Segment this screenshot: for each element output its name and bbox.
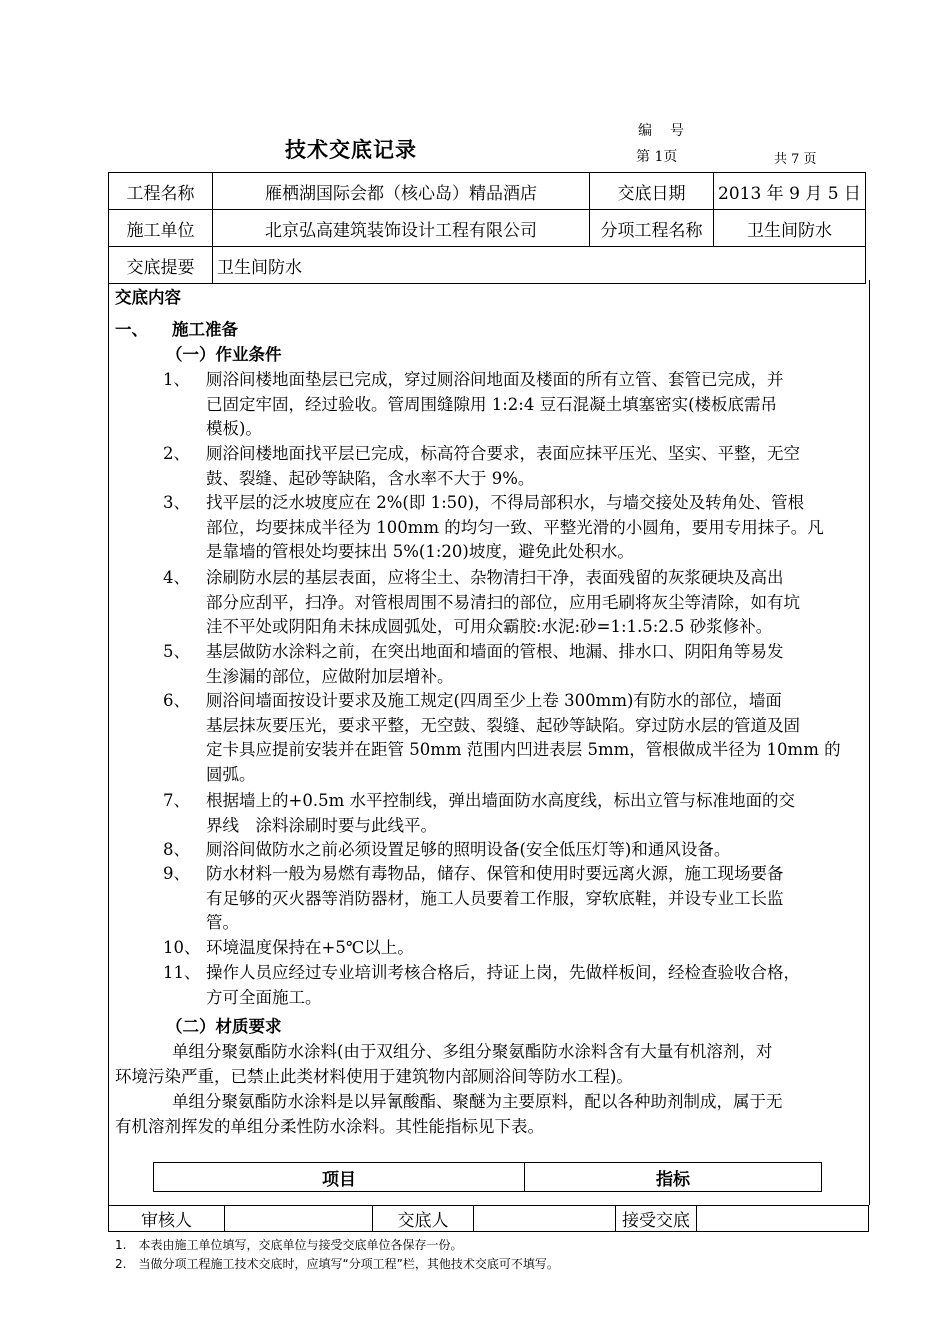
date-value: 2013 年 9 月 5 日: [714, 173, 866, 210]
summary-value: 卫生间防水: [213, 247, 866, 284]
list-item-number: 5、: [163, 642, 190, 661]
list-item-number: 9、: [163, 864, 190, 883]
discloser-field[interactable]: [474, 1206, 616, 1232]
receiver-field[interactable]: [697, 1206, 869, 1232]
sub-project-label: 分项工程名称: [590, 210, 714, 247]
list-item-line: 界线 涂料涂刷时要与此线平。: [206, 815, 437, 835]
page-number: 第 1页: [636, 149, 678, 165]
unit-value: 北京弘高建筑装饰设计工程有限公司: [213, 210, 590, 247]
sub1-title: （一）作业条件: [166, 345, 282, 364]
para2-line2: 有机溶剂挥发的单组分柔性防水涂料。其性能指标见下表。: [115, 1117, 544, 1136]
list-item-number: 10、: [163, 938, 201, 957]
list-item-number: 1、: [163, 370, 190, 389]
list-item-number: 4、: [163, 568, 190, 587]
project-name: 雁栖湖国际会都（核心岛）精品酒店: [213, 173, 590, 210]
unit-label: 施工单位: [109, 210, 213, 247]
list-item-line: 模板)。: [206, 419, 262, 438]
date-label: 交底日期: [590, 173, 714, 210]
info-table: [108, 172, 866, 284]
list-item-line: 鼓、裂缝、起砂等缺陷，含水率不大于 9%。: [206, 468, 535, 488]
list-item-number: 6、: [163, 691, 190, 710]
list-item-line: 有足够的灭火器等消防器材，施工人员要着工作服，穿软底鞋，并设专业工长监: [206, 888, 784, 908]
list-item-line: 厕浴间楼地面找平层已完成，标高符合要求，表面应抹平压光、坚实、平整，无空: [206, 444, 800, 463]
summary-label: 交底提要: [109, 247, 213, 284]
section1-number: 一、: [115, 320, 148, 339]
biaohao-label: 编号: [638, 123, 702, 139]
property-col-item: 项目: [154, 1163, 525, 1192]
para1-line1: 单组分聚氨酯防水涂料(由于双组分、多组分聚氨酯防水涂料含有大量有机溶剂，对: [172, 1042, 773, 1061]
project-name-label: 工程名称: [109, 173, 213, 210]
list-item-line: 定卡具应提前安装并在距管 50mm 范围内凹进表层 5mm，管根做成半径为 10mm 的: [206, 740, 841, 759]
list-item-line: 圆弧。: [206, 764, 256, 784]
property-table: [153, 1162, 822, 1192]
list-item-line: 管。: [206, 913, 239, 932]
list-item-number: 7、: [163, 791, 190, 810]
list-item-number: 2、: [163, 444, 190, 463]
list-item-line: 已固定牢固，经过验收。管周围缝隙用 1:2:4 豆石混凝土填塞密实(楼板底需吊: [206, 394, 778, 414]
list-item-line: 生渗漏的部位，应做附加层增补。: [206, 666, 454, 686]
discloser-label: 交底人: [373, 1206, 474, 1232]
list-item-number: 8、: [163, 840, 190, 859]
sub2-title: （二）材质要求: [166, 1017, 282, 1036]
list-item-number: 11、: [163, 963, 201, 982]
para1-line2: 环境污染严重，已禁止此类材料使用于建筑物内部厕浴间等防水工程)。: [115, 1067, 633, 1086]
list-item-line: 厕浴间楼地面垫层已完成，穿过厕浴间地面及楼面的所有立管、套管已完成，并: [206, 370, 784, 389]
page-title: 技术交底记录: [285, 137, 417, 162]
para2-line1: 单组分聚氨酯防水涂料是以异氰酸酯、聚醚为主要原料，配以各种助剂制成，属于无: [172, 1092, 783, 1111]
list-item-number: 3、: [163, 493, 190, 512]
list-item-line: 找平层的泛水坡度应在 2%(即 1:50)，不得局部积水，与墙交接处及转角处、管根: [206, 493, 805, 512]
list-item-line: 厕浴间做防水之前必须设置足够的照明设备(安全低压灯等)和通风设备。: [206, 840, 731, 859]
list-item-line: 防水材料一般为易燃有毒物品，储存、保管和使用时要远离火源，施工现场要备: [206, 864, 784, 883]
list-item-line: 是靠墙的管根处均要抹出 5%(1:20)坡度，避免此处积水。: [206, 542, 634, 561]
signature-table: [108, 1205, 869, 1232]
list-item-line: 部位，均要抹成半径为 100mm 的均匀一致、平整光滑的小圆角，要用专用抹子。凡: [206, 517, 824, 537]
list-item-line: 部分应刮平，扫净。对管根周围不易清扫的部位，应用毛刷将灰尘等清除，如有坑: [206, 592, 800, 612]
list-item-line: 方可全面施工。: [206, 987, 322, 1007]
list-item-line: 环境温度保持在+5℃以上。: [206, 938, 414, 957]
list-item-line: 操作人员应经过专业培训考核合格后，持证上岗，先做样板间，经检查验收合格，: [206, 963, 800, 982]
reviewer-label: 审核人: [109, 1206, 225, 1232]
reviewer-field[interactable]: [225, 1206, 373, 1232]
list-item-line: 涂刷防水层的基层表面，应将尘土、杂物清扫干净，表面残留的灰浆硬块及高出: [206, 568, 784, 587]
receiver-label: 接受交底: [616, 1206, 697, 1232]
list-item-line: 基层抹灰要压光，要求平整，无空鼓、裂缝、起砂等缺陷。穿过防水层的管道及固: [206, 715, 800, 735]
note-2: 2. 当做分项工程施工技术交底时，应填写“分项工程”栏，其他技术交底可不填写。: [115, 1257, 559, 1271]
list-item-line: 根据墙上的+0.5m 水平控制线，弹出墙面防水高度线，标出立管与标准地面的交: [206, 791, 795, 810]
property-col-index: 指标: [525, 1163, 822, 1192]
total-pages: 共 7 页: [774, 152, 817, 167]
content-heading: 交底内容: [115, 288, 181, 307]
section1-title: 施工准备: [172, 320, 238, 339]
list-item-line: 基层做防水涂料之前，在突出地面和墙面的管根、地漏、排水口、阴阳角等易发: [206, 642, 784, 661]
sub-project-value: 卫生间防水: [714, 210, 866, 247]
list-item-line: 厕浴间墙面按设计要求及施工规定(四周至少上卷 300mm)有防水的部位，墙面: [206, 691, 782, 710]
list-item-line: 洼不平处或阴阳角未抹成圆弧处，可用众霸胶:水泥:砂=1:1.5:2.5 砂浆修补。: [206, 617, 773, 636]
note-1: 1. 本表由施工单位填写，交底单位与接受交底单位各保存一份。: [115, 1238, 463, 1252]
